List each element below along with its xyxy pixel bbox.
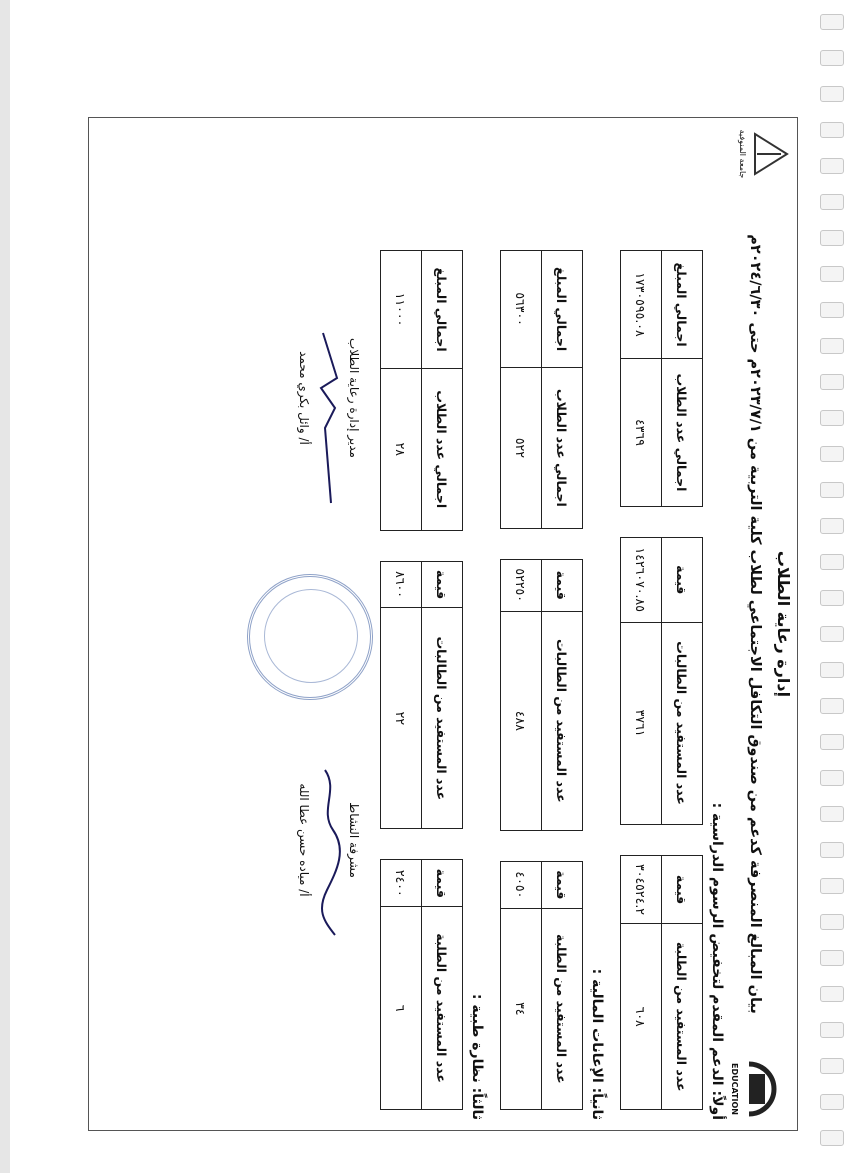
cell-male-count: ٣٤ [501, 908, 542, 1109]
signature-block-activity [291, 730, 367, 950]
signature-role: مدير إدارة رعاية الطلاب [347, 338, 361, 458]
signature-block-manager [291, 278, 367, 518]
rotated-content [89, 118, 797, 1130]
section-2-heading: ثانياً: الإعانات المالية : [589, 968, 605, 1120]
gap [381, 530, 422, 561]
document-title: بيان المبالغ المنصرفة كدعم من صندوق التكافل الاجتماعي لطلاب كلية التربية من ٢٠٢٣/٧/١م حتى ٢٠٢٤/٦/٣٠م [747, 234, 763, 1014]
scan-edge [0, 0, 10, 1173]
col-male-value: قيمة [422, 860, 463, 907]
col-total-amount: اجمالي المبلغ [542, 251, 583, 368]
section-3-heading: ثالثاً: نظارة طبية : [469, 993, 485, 1120]
cell-female-count: ٣٧٦١ [621, 622, 662, 824]
binder-hole [820, 1058, 844, 1074]
binder-hole [820, 410, 844, 426]
col-female-value: قيمة [662, 537, 703, 622]
col-male-value: قيمة [662, 855, 703, 924]
col-total-count: اجمالي عدد الطلاب [662, 359, 703, 507]
section-2-table [500, 250, 583, 1110]
binder-hole [820, 626, 844, 642]
cell-female-count: ٢٢ [381, 608, 422, 829]
gap [621, 506, 662, 537]
col-male-value: قيمة [542, 862, 583, 909]
section-1-heading: أولاً: الدعم المقدم لتخفيض الرسوم الدراسية : [709, 802, 725, 1120]
binder-hole [820, 662, 844, 678]
binder-hole [820, 734, 844, 750]
binder-hole [820, 914, 844, 930]
binder-hole [820, 842, 844, 858]
cell-male-value: ٤٠٥٠ [501, 862, 542, 909]
binder-hole [820, 1022, 844, 1038]
col-female-value: قيمة [422, 561, 463, 608]
cell-female-value: ٥٢٢٥٠ [501, 559, 542, 611]
cell-male-value: ٣٠٤٥٢٤.٢ [621, 855, 662, 924]
col-total-amount: اجمالي المبلغ [662, 251, 703, 359]
binder-hole [820, 590, 844, 606]
binder-hole [820, 266, 844, 282]
document-page [88, 117, 798, 1131]
gap [381, 829, 422, 860]
col-female-count: عدد المستفيد من الطالبات [662, 622, 703, 824]
col-female-value: قيمة [542, 559, 583, 611]
binder-hole [820, 158, 844, 174]
gap [501, 528, 542, 559]
cell-total-count: ٢٨ [381, 369, 422, 531]
col-female-count: عدد المستفيد من الطالبات [422, 608, 463, 829]
col-male-count: عدد المستفيد من الطلبة [662, 924, 703, 1110]
section-3-table [380, 250, 463, 1110]
handwritten-signature [317, 318, 341, 518]
gap [542, 831, 583, 862]
binder-hole [820, 446, 844, 462]
binder-hole [820, 950, 844, 966]
cell-total-amount: ١٧٣٠٥٩٥.٠٨ [621, 251, 662, 359]
binder-hole [820, 230, 844, 246]
gap [501, 831, 542, 862]
cell-male-value: ٢٤٠٠ [381, 860, 422, 907]
cell-female-value: ٨٦٠٠ [381, 561, 422, 608]
binder-hole [820, 302, 844, 318]
cell-total-count: ٤٣٦٩ [621, 359, 662, 507]
binder-hole [820, 1130, 844, 1146]
binder-hole [820, 554, 844, 570]
signature-name: أ/ وائل بكري محمد [297, 351, 311, 445]
cell-total-count: ٥٢٢ [501, 368, 542, 528]
cell-total-amount: ١١٠٠٠ [381, 251, 422, 369]
gap [621, 824, 662, 855]
binder-hole [820, 698, 844, 714]
handwritten-signature [317, 750, 341, 950]
col-total-amount: اجمالي المبلغ [422, 251, 463, 369]
col-total-count: اجمالي عدد الطلاب [422, 369, 463, 531]
cell-female-count: ٤٨٨ [501, 611, 542, 830]
binder-hole [820, 770, 844, 786]
col-male-count: عدد المستفيد من الطلبة [422, 907, 463, 1110]
cell-total-amount: ٥٦٣٠٠ [501, 251, 542, 368]
binder-holes [818, 0, 844, 1173]
gap [662, 506, 703, 537]
binder-hole [820, 86, 844, 102]
binder-hole [820, 878, 844, 894]
gap [542, 528, 583, 559]
binder-hole [820, 14, 844, 30]
binder-hole [820, 194, 844, 210]
col-female-count: عدد المستفيد من الطالبات [542, 611, 583, 830]
binder-hole [820, 518, 844, 534]
cell-male-count: ٦٠٨ [621, 924, 662, 1110]
binder-hole [820, 122, 844, 138]
binder-hole [820, 806, 844, 822]
col-male-count: عدد المستفيد من الطلبة [542, 908, 583, 1109]
logo-caption-left: جامعة المنوفية [738, 129, 747, 179]
logo-caption-right: EDUCATION [730, 1063, 739, 1115]
binder-hole [820, 50, 844, 66]
signature-role: مشرفة النشاط [347, 802, 361, 878]
binder-hole [820, 1094, 844, 1110]
section-1-table [620, 250, 703, 1110]
binder-hole [820, 338, 844, 354]
cell-male-count: ٦ [381, 907, 422, 1110]
binder-hole [820, 482, 844, 498]
binder-hole [820, 986, 844, 1002]
official-stamp [247, 574, 373, 700]
gap [422, 829, 463, 860]
gap [662, 824, 703, 855]
binder-hole [820, 374, 844, 390]
col-total-count: اجمالي عدد الطلاب [542, 368, 583, 528]
cell-female-value: ١٤٢٦٠٧٠.٨٥ [621, 537, 662, 622]
signature-name: أ/ مياده حسن عطا الله [297, 783, 311, 897]
org-title: إدارة رعاية الطلاب [774, 550, 793, 698]
gap [422, 530, 463, 561]
